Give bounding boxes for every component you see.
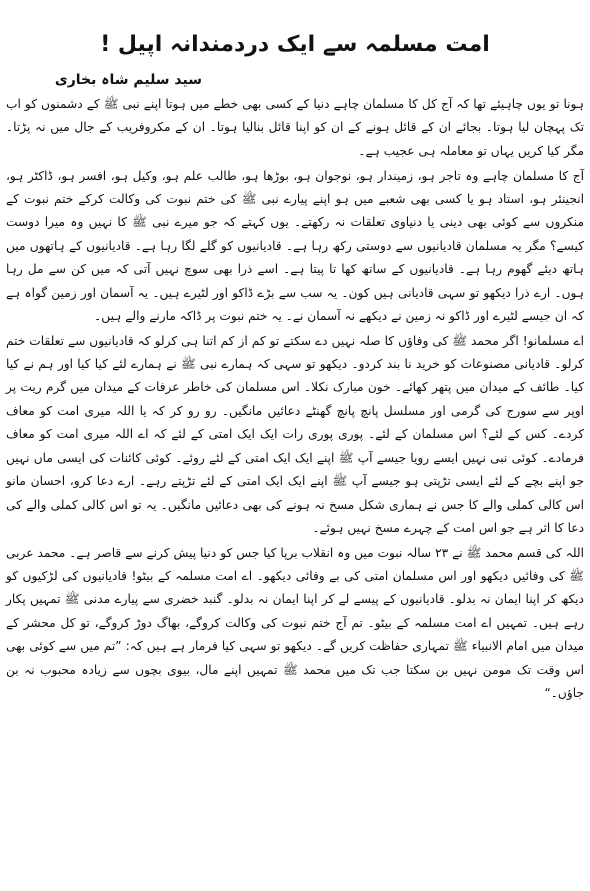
author-byline: سید سلیم شاہ بخاری — [54, 72, 202, 88]
paragraph-1: ہونا تو یوں چاہیئے تھا کہ آج کل کا مسلمان چاہے دنیا کے کسی بھی خطے میں ہوتا اپنے نبی ﷺ کے دشمنوں کو اب تک پہچان لیا ہوتا۔ بجائے ان کے قائل ہونے کے ان کو اپنا قائل بنالیا ہوتا۔ ان کے مکروفریب کے جال میں نہ پڑتا۔ مگر کیا کریں یہاں تو معاملہ ہی عجیب ہے۔ — [6, 97, 584, 158]
paragraph-4: اللہ کی قسم محمد ﷺ نے ۲۳ سالہ نبوت میں وہ انقلاب برپا کیا جس کو دنیا پیش کرنے سے قاصر ہے۔ محمد عربی ﷺ کی وفائیں دیکھو اور اس مسلمان امتی کی بے وفائی دیکھو۔ اے امت مسلمہ کے بیٹو! قادیانیوں کی لڑکیوں کو دیکھ کر اپنا ایمان نہ بدلو۔ قادیانیوں کے پیسے لے کر اپنا ایمان نہ بدلو۔ گنبد خضری سے پیارے مدنی ﷺ تمہیں پکار رہے ہیں۔ تمہیں اے امت مسلمہ کے بیٹو۔ تم آج ختم نبوت کی وکالت کروگے، بھاگ دوڑ کروگے، تو کل محشر کے میدان میں امام الانبیاء ﷺ تمہاری حفاظت کریں گے۔ دیکھو تو سہی کیا فرمار ہے ہیں کہ: ”تم میں سے کوئی بھی اس وقت تک مومن نہیں بن سکتا جب تک میں محمد ﷺ تمہیں اپنے مال، بیوی بچوں سے زیادہ محبوب نہ بن جاؤں۔“ — [6, 545, 584, 701]
article-title: امت مسلمہ سے ایک دردمندانہ اپیل ! — [100, 32, 490, 57]
article-body — [6, 93, 584, 705]
paragraph-2: آج کا مسلمان چاہے وہ تاجر ہو، زمیندار ہو، نوجوان ہو، بوڑھا ہو، طالب علم ہو، وکیل ہو، افسر ہو، ڈاکٹر ہو، انجینئر ہو، استاد ہو یا کسی بھی شعبے میں ہو اپنے پیارے نبی ﷺ کی ختم نبوت کی وکالت کرکے ختم نبوت کے منکروں سے کوئی بھی دینی یا دنیاوی تعلقات نہ رکھتے۔ یوں کہتے کہ جو میرے نبی ﷺ کا نہیں وہ میرا دوست کیسے؟ مگر یہ مسلمان قادیانیوں سے دوستی رکھ رہا ہے۔ قادیانیوں کو گلے لگا رہا ہے۔ قادیانیوں کے ہاتھوں میں ہاتھ دیئے گھوم رہا ہے۔ قادیانیوں کے ساتھ کھا تا پیتا ہے۔ اسے ذرا بھی سوچ نہیں آتی کہ میں کن سے مل رہا ہوں۔ ارے ذرا دیکھو تو سہی قادیانی ہیں کون۔ یہ سب سے بڑے ڈاکو اور لٹیرے ہیں۔ یہ آسمان اور زمین گواہ ہے کہ ان جیسے لٹیرے اور ڈاکو نہ زمین نے دیکھے نہ آسمان نے۔ یہ ختم نبوت پر ڈاکہ مارنے والے ہیں۔ — [6, 168, 584, 323]
paragraph-3: اے مسلمانو! اگر محمد ﷺ کی وفاؤں کا صلہ نہیں دے سکتے تو کم از کم اتنا ہی کرلو کہ قادیانیوں سے تعلقات ختم کرلو۔ قادیانی مصنوعات کو خرید نا بند کردو۔ دیکھو تو سہی کہ ہمارے نبی ﷺ نے ہمارے لئے کیا کیا اور ہم نے کیا کیا۔ طائف کے میدان میں پتھر کھائے۔ خون مبارک نکلا۔ اس مسلمان کی خاطر عرفات کے میدان میں گرم ریت پر اوپر سے سورج کی گرمی اور مسلسل پانچ پانچ گھنٹے دعائیں مانگیں۔ رو رو کر کہ یا اللہ میری امت کو معاف کردے۔ کس کے لئے؟ اس مسلمان کے لئے۔ پوری پوری رات ایک ایک امتی کے لئے کہ اے اللہ میری امت کو معاف فرمادے۔ کوئی نبی نہیں ایسے رویا جیسے آپ ﷺ اپنے ایک ایک امتی کے لئے روئے۔ کوئی کائنات کی ایسی ماں نہیں جو اپنے بچے کے لئے ایسی تڑپتی ہو جیسے آپ ﷺ اپنے ایک ایک امتی کے لئے تڑپتے رہے۔ ارے دعا کرو، احسان مانو اس کالی کملی والے کا جس نے ہماری شکل مسخ نہ ہونے کی بھی دعائیں مانگیں۔ یہ تو اس کالی کملی والے کی دعا کا اثر ہے جو اس امت کے چہرے مسخ نہیں ہوئے۔ — [6, 333, 584, 535]
